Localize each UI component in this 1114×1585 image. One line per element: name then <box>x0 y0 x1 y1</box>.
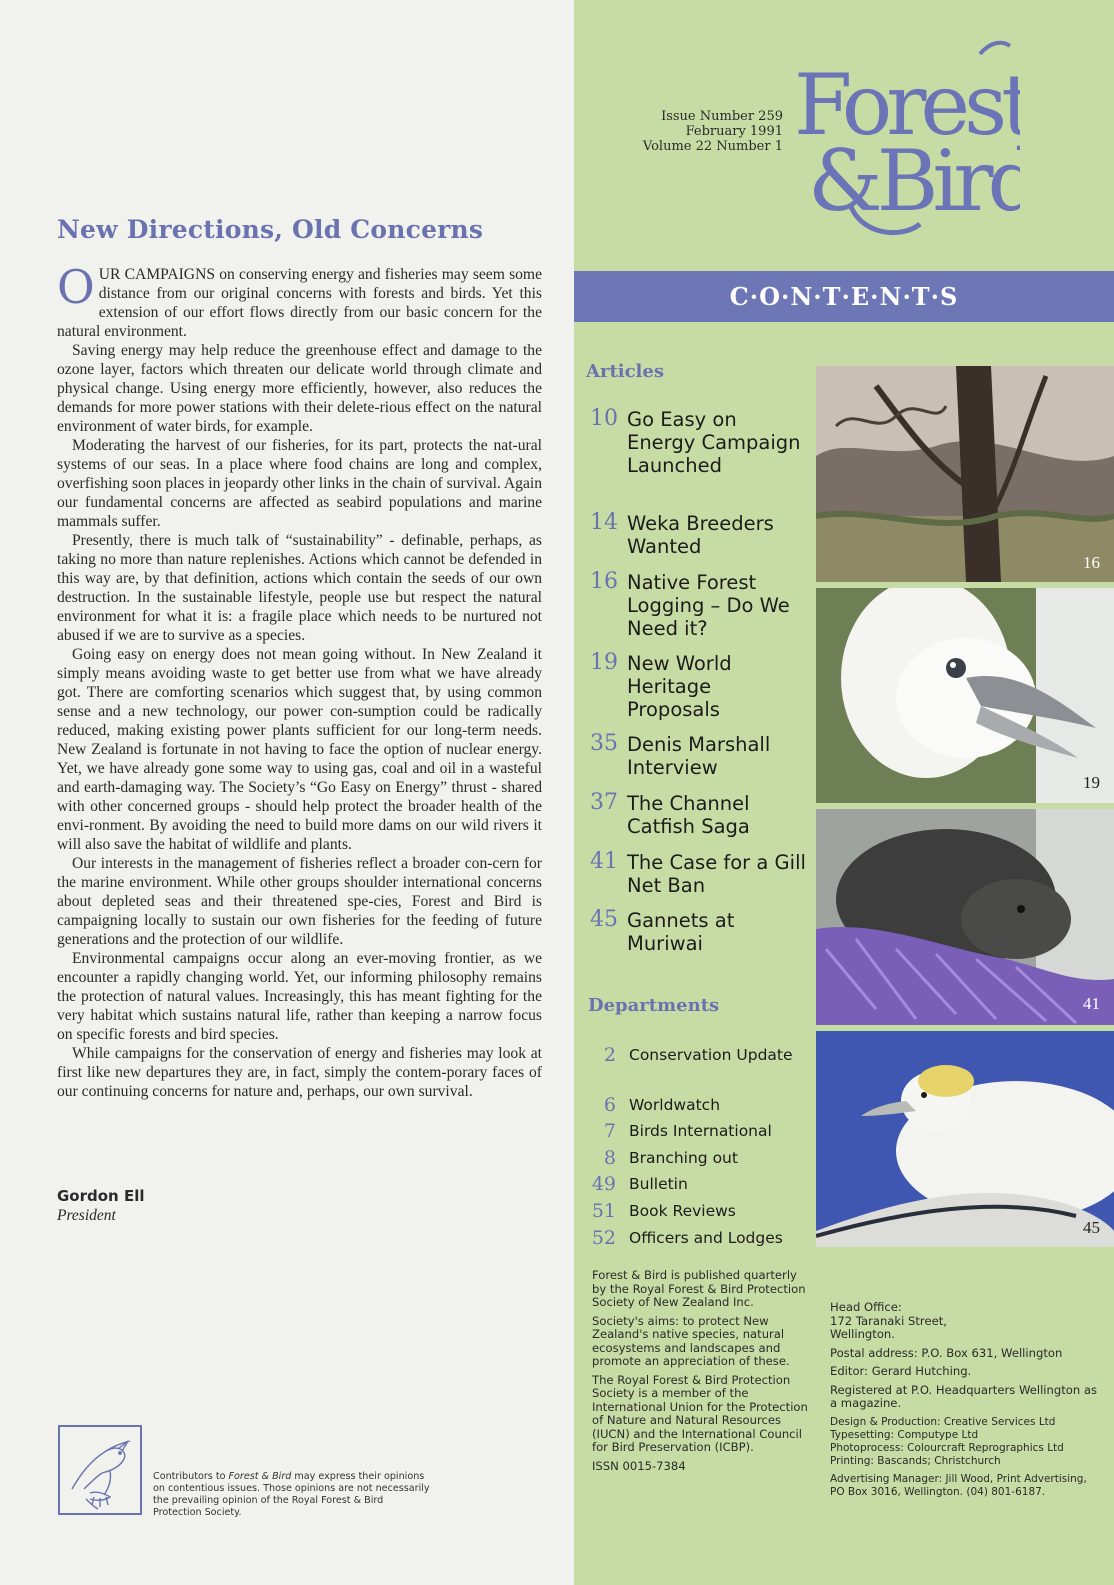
typesetting-credit: Typesetting: Computype Ltd <box>830 1428 979 1441</box>
forest-photo[interactable] <box>816 366 1114 582</box>
head-office-street: 172 Taranaki Street, <box>830 1313 947 1328</box>
printing-credit: Printing: Bascands; Christchurch <box>830 1454 1001 1467</box>
article-title: The Case for a Gill Net Ban <box>627 851 806 897</box>
contents-heading: C·O·N·T·E·N·T·S <box>729 282 959 311</box>
article-title: Weka Breeders Wanted <box>627 512 774 558</box>
department-title: Conservation Update <box>629 1046 793 1064</box>
issue-number: Issue Number 259 <box>661 109 783 124</box>
editorial-paragraph: OUR CAMPAIGNS on conserving energy and fisheries may seem some distance from our original concerns with forests and birds. Yet this extension of our effort flows directly from our basic concern for the natural environment. <box>57 260 542 340</box>
article-page: 41 <box>590 849 618 874</box>
logo-word-bird: &Bird <box>808 132 1020 230</box>
article-title: New World Heritage Proposals <box>627 652 732 721</box>
department-page: 2 <box>603 1044 616 1066</box>
issn: ISSN 0015-7384 <box>592 1458 686 1473</box>
department-page: 49 <box>591 1173 616 1195</box>
contributors-disclaimer: Contributors to Forest & Bird may express their opinions on contentious issues. Those opinions are not necessarily the prevailing opinion of the Royal Forest & Bird Protection Society. <box>153 1471 430 1518</box>
contents-banner <box>574 271 1114 322</box>
editorial-paragraph: Environmental campaigns occur along an ever-moving frontier, as we encounter a rapidly changing world. Yet, our informing philosophy remains the protection of natural values. Increasingly, this has meant fighting for the very habitat which sustains natural life, rather than keeping a narrow focus on specific forests and bird species. <box>57 950 542 1043</box>
article-title: The Channel Catfish Saga <box>627 792 750 838</box>
article-title: Denis Marshall Interview <box>627 733 771 779</box>
forest-and-bird-logo <box>790 34 1020 244</box>
drop-cap: O <box>57 260 95 314</box>
department-page: 52 <box>591 1227 616 1249</box>
registration: Registered at P.O. Headquarters Wellington as a magazine. <box>830 1382 1098 1410</box>
editorial-paragraph: While campaigns for the conservation of energy and fisheries may look at first like new departures they are, in fact, simply the contem-porary faces of our continuing concerns for nature and, perhaps, our own survival. <box>57 1045 542 1100</box>
issue-info <box>643 109 783 154</box>
article-page: 37 <box>590 790 618 815</box>
design-credit: Design & Production: Creative Services Ltd <box>830 1415 1056 1428</box>
editor: Editor: Gerard Hutching. <box>830 1364 972 1378</box>
editorial-paragraph: Presently, there is much talk of “sustainability” - definable, perhaps, as taking no more than nature replenishes. Actions which cannot be defended in this way are, by that definition, actions which contain the seeds of our own destruction. In the sustainable lifestyle, people use but respect the natural environment for what it is: a fragile place which needs to be nurtured not abused if we are to survive as a species. <box>57 532 542 644</box>
article-page: 19 <box>590 650 618 675</box>
photo-page-label: 16 <box>1083 553 1100 572</box>
department-title: Book Reviews <box>629 1202 736 1220</box>
article-page: 35 <box>590 731 618 756</box>
editorial-paragraph: Going easy on energy does not mean going without. In New Zealand it simply means avoiding waste to get better use from what we have already got. There are comforting scenarios which suggest that, by using common sense and a new technology, our power con-sumption could be radically reduced, making existing power plants sufficient for our long-term needs. New Zealand is fortunate in not having to face the option of nuclear energy. Yet, we have already gone some way to using gas, coal and oil in a wasteful and earth-damaging way. The Society’s “Go Easy on Energy” thrust - shared with other concerned groups - should help protect the broader health of the envi-ronment. By avoiding the need to build more dams on our wild rivers it will also save the habitat of wildlife and plants. <box>57 646 542 853</box>
advertising-contact: Advertising Manager: Jill Wood, Print Advertising, PO Box 3016, Wellington. (04) 801-6187. <box>830 1472 1087 1498</box>
author-name: Gordon Ell <box>57 1187 145 1205</box>
publisher-note: Forest & Bird is published quarterly by the Royal Forest & Bird Protection Society of New Zealand Inc. <box>592 1268 806 1309</box>
membership-note: The Royal Forest & Bird Protection Society is a member of the International Union for the Protection of Nature and Natural Resources (IUCN) and the International Council for Bird Preservation (ICBP). <box>592 1372 808 1454</box>
departments-heading: Departments <box>588 995 720 1016</box>
article-title: Go Easy on Energy Campaign Launched <box>627 408 801 477</box>
article-title: Native Forest Logging – Do We Need it? <box>627 571 790 640</box>
department-title: Officers and Lodges <box>629 1229 783 1247</box>
department-page: 8 <box>603 1147 616 1169</box>
gannet-flight-photo[interactable] <box>816 1031 1114 1247</box>
department-title: Birds International <box>629 1122 772 1140</box>
photoprocess-credit: Photoprocess: Colourcraft Reprographics Ltd <box>830 1441 1064 1454</box>
articles-heading: Articles <box>586 361 664 382</box>
author-title: President <box>57 1207 116 1224</box>
department-page: 6 <box>603 1094 616 1116</box>
department-title: Branching out <box>629 1149 738 1167</box>
issue-date: February 1991 <box>685 124 783 139</box>
article-page: 10 <box>590 406 618 431</box>
photo-page-label: 45 <box>1083 1218 1100 1237</box>
head-office-city: Wellington. <box>830 1327 895 1341</box>
gannet-chick-photo[interactable] <box>816 588 1114 803</box>
department-page: 7 <box>603 1120 616 1142</box>
article-page: 45 <box>590 907 618 932</box>
department-title: Worldwatch <box>629 1096 721 1114</box>
article-page: 16 <box>590 569 618 594</box>
editorial-paragraph: Our interests in the management of fisheries reflect a broader con-cern for the marine environment. While other groups shoulder international concerns about depleted seas and their threatened spe-cies, Forest and Bird is campaigning locally to sustain our own fisheries for the feeding of future generations and the protection of our wildlife. <box>57 855 542 948</box>
department-page: 51 <box>591 1200 616 1222</box>
contents-column <box>574 0 1114 1585</box>
editorial-body <box>57 260 542 1101</box>
issue-volume: Volume 22 Number 1 <box>642 139 783 154</box>
office-info <box>830 1301 1100 1499</box>
department-title: Bulletin <box>629 1175 688 1193</box>
head-office-label: Head Office: <box>830 1300 902 1314</box>
editorial-headline: New Directions, Old Concerns <box>57 215 484 244</box>
editorial-paragraph: Saving energy may help reduce the greenhouse effect and damage to the ozone layer, factors which threaten our delicate world through climate and physical change. Using energy more efficiently, however, also reduces the demands for more power stations with their delete-rious effect on the natural environment of water birds, for example. <box>57 342 542 435</box>
photo-page-label: 19 <box>1083 773 1100 792</box>
photo-page-label: 41 <box>1083 994 1100 1013</box>
logo-word-forest: Forest <box>794 56 1020 154</box>
postal-address: Postal address: P.O. Box 631, Wellington <box>830 1345 1063 1360</box>
seal-net-photo[interactable] <box>816 809 1114 1025</box>
editorial-paragraph: Moderating the harvest of our fisheries, for its part, protects the nat-ural systems of our seas. In a place where food chains are long and complex, overfishing soon places in jeopardy other links in the chain of survival. Again our fundamental concerns are affected as seabird populations and marine mammals suffer. <box>57 437 542 530</box>
article-page: 14 <box>590 510 618 535</box>
publication-info <box>592 1269 810 1478</box>
bird-emblem-icon <box>58 1425 142 1515</box>
society-aims: Society's aims: to protect New Zealand's native species, natural ecosystems and landscapes and promote an appreciation of these. <box>592 1313 790 1368</box>
article-title: Gannets at Muriwai <box>627 909 735 955</box>
